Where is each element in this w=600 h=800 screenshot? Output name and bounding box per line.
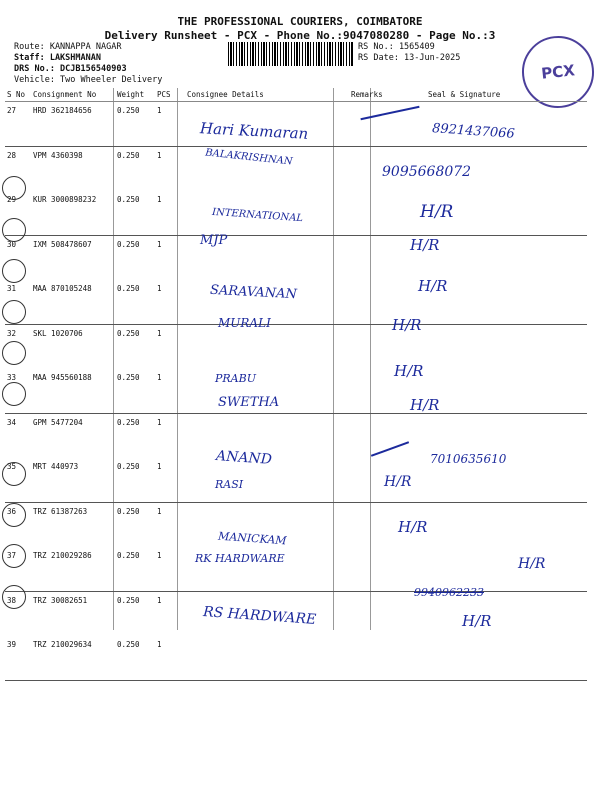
cell-weight: 0.250 [117, 329, 140, 338]
handwritten-consignee: SARAVANAN [209, 282, 298, 303]
handwritten-consignee: INTERNATIONAL [211, 206, 304, 225]
cell-pcs: 1 [155, 369, 185, 414]
handwritten-consignee: MURALI [218, 316, 271, 330]
table-row [5, 147, 587, 192]
col-header-consignee: Consignee Details [185, 88, 349, 102]
cell-sno: 37 [5, 547, 31, 592]
cell-consignment: TRZ 61387263 [33, 507, 88, 516]
cell-weight: 0.250 [117, 507, 140, 516]
handwritten-consignee: BALAKRISHNAN [204, 147, 294, 168]
cell-pcs: 1 [157, 151, 162, 160]
cell-weight: 0.250 [117, 418, 140, 427]
cell-consignment: MAA 870105248 [31, 280, 115, 325]
cell-sno: 39 [5, 636, 31, 681]
handdrawn-circle [2, 544, 26, 568]
cell-sno: 27 [5, 102, 31, 147]
handwritten-consignee: MANICKAM [217, 529, 287, 548]
handwritten-consignee: MJP [200, 233, 228, 248]
cell-sno: 29 [5, 191, 31, 236]
table-row [5, 236, 587, 281]
cell-sno: 33 [5, 369, 31, 414]
vehicle-label: Vehicle: Two Wheeler Delivery [14, 75, 163, 85]
cell-sno: 36 [7, 507, 17, 516]
col-header-pcs: PCS [155, 88, 185, 102]
cell-weight: 0.250 [115, 191, 155, 236]
col-header-weight: Weight [115, 88, 155, 102]
handdrawn-circle [2, 259, 26, 283]
cell-pcs: 1 [155, 191, 185, 236]
handdrawn-circle [2, 585, 26, 609]
barcode-image [228, 42, 354, 66]
cell-weight: 0.250 [117, 151, 140, 160]
handwritten-hr: H/R [394, 362, 424, 380]
handwritten-hr: H/R [392, 316, 422, 334]
cell-sno: 38 [7, 596, 17, 605]
cell-consignment: MAA 945560188 [31, 369, 115, 414]
cell-consignment: KUR 3000898232 [31, 191, 115, 236]
handdrawn-circle [2, 300, 26, 324]
cell-consignment: TRZ 210029634 [31, 636, 115, 681]
drs-label: DRS No.: DCJB156540903 [14, 64, 127, 74]
handdrawn-circle [2, 218, 26, 242]
staff-label: Staff: LAKSHMANAN [14, 53, 101, 63]
cell-sno: 28 [7, 151, 17, 160]
handwritten-hr: H/R [418, 277, 448, 295]
handwritten-phone: 9940962233 [414, 586, 484, 599]
handwritten-consignee: RK HARDWARE [195, 552, 285, 565]
col-header-sno: S No [5, 88, 31, 102]
cell-pcs: 1 [155, 636, 185, 681]
cell-consignment: TRZ 30082651 [33, 596, 88, 605]
cell-consignment: VPM 4360398 [33, 151, 83, 160]
handwritten-phone: 8921437066 [431, 121, 516, 142]
handwritten-consignee: Hari Kumaran [199, 119, 309, 143]
cell-weight: 0.250 [115, 458, 155, 503]
cell-consignment: SKL 1020706 [33, 329, 83, 338]
handwritten-hr: H/R [398, 518, 428, 536]
cell-weight: 0.250 [115, 369, 155, 414]
handwritten-hr: H/R [518, 556, 546, 572]
cell-sno: 34 [7, 418, 17, 427]
cell-weight: 0.250 [115, 547, 155, 592]
cell-weight: 0.250 [115, 636, 155, 681]
table-row [5, 636, 587, 681]
company-title: THE PROFESSIONAL COURIERS, COIMBATORE [177, 15, 423, 28]
cell-sno: 32 [7, 329, 17, 338]
cell-pcs: 1 [155, 102, 185, 147]
handdrawn-circle [2, 462, 26, 486]
table-row [5, 369, 587, 414]
handwritten-hr: H/R [384, 474, 412, 490]
table-header-row [5, 88, 587, 102]
cell-pcs: 1 [155, 280, 185, 325]
runsheet-subtitle: Delivery Runsheet - PCX - Phone No.:9047080280 - Page No.:3 [104, 29, 496, 42]
col-header-remarks: Remarks [349, 88, 403, 102]
cell-pcs: 1 [157, 329, 162, 338]
col-header-signature: Seal & Signature [403, 88, 587, 102]
handdrawn-circle [2, 341, 26, 365]
handwritten-phone: 7010635610 [430, 452, 507, 466]
cell-pcs: 1 [155, 547, 185, 592]
handwritten-hr: H/R [410, 396, 440, 414]
pcx-stamp: PCX [518, 32, 597, 111]
handwritten-hr: H/R [410, 236, 440, 254]
handwritten-consignee: RASI [215, 478, 244, 491]
handdrawn-circle [2, 382, 26, 406]
col-header-consignment: Consignment No [31, 88, 115, 102]
rs-date: RS Date: 13-Jun-2025 [358, 53, 461, 63]
handwritten-consignee: RS HARDWARE [202, 604, 317, 628]
cell-pcs: 1 [157, 240, 162, 249]
cell-consignment: GPM 5477204 [33, 418, 83, 427]
handwritten-phone: 9095668072 [382, 164, 472, 180]
cell-sno: 31 [5, 280, 31, 325]
handwritten-hr: H/R [462, 612, 492, 630]
handwritten-consignee: PRABU [215, 372, 256, 385]
handwritten-hr: H/R [420, 202, 454, 222]
rs-number: RS No.: 1565409 [358, 42, 435, 52]
cell-sno: 35 [5, 458, 31, 503]
cell-consignment: HRD 362184656 [31, 102, 115, 147]
handwritten-consignee: SWETHA [218, 395, 280, 410]
table-row [5, 325, 587, 370]
cell-weight: 0.250 [115, 280, 155, 325]
cell-pcs: 1 [157, 596, 162, 605]
cell-consignment: IXM 508478607 [33, 240, 92, 249]
cell-weight: 0.250 [115, 102, 155, 147]
handwritten-consignee: ANAND [215, 448, 273, 468]
cell-pcs: 1 [155, 458, 185, 503]
cell-pcs: 1 [157, 507, 162, 516]
table-row [5, 503, 587, 548]
route-label: Route: KANNAPPA NAGAR [14, 42, 122, 52]
cell-pcs: 1 [157, 418, 162, 427]
cell-weight: 0.250 [117, 240, 140, 249]
table-row [5, 547, 587, 592]
handdrawn-circle [2, 503, 26, 527]
handdrawn-circle [2, 176, 26, 200]
cell-consignment: MRT 440973 [31, 458, 115, 503]
cell-weight: 0.250 [117, 596, 140, 605]
cell-consignment: TRZ 210029286 [31, 547, 115, 592]
runsheet-table [5, 88, 587, 681]
cell-sno: 30 [7, 240, 17, 249]
